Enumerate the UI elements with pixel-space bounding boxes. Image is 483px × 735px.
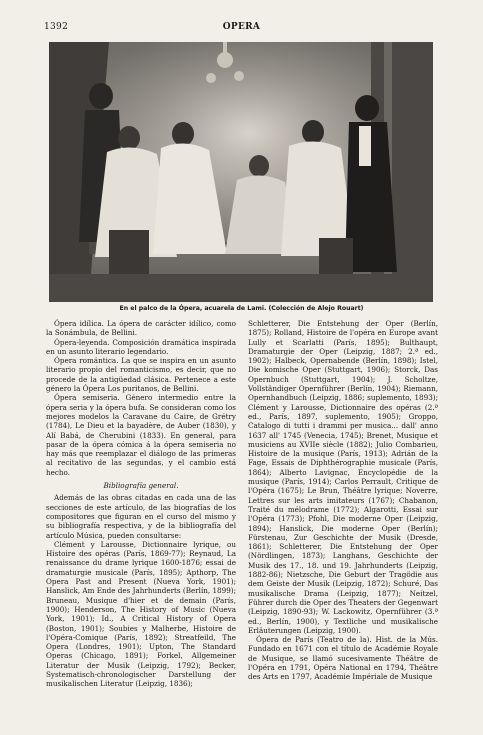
paragraph-opera-leyenda: Ópera-leyenda. Composición dramática inspirada en un asunto literario legendario. (46, 337, 236, 356)
page-number: 1392 (44, 22, 69, 32)
watercolor-illustration (49, 42, 433, 302)
left-column (46, 319, 236, 689)
paragraph-opera-idilica: Ópera idílica. La ópera de carácter idílico, como la Sonámbula, de Bellini. (46, 319, 236, 338)
bibliography-list-left: Clément y Larousse, Dictionnaire lyrique, ou Histoire des opéras (París, 1869-77); Reynaud, La renaissance du drame lyrique 1600-1876; essai de dramaturgie musicale (París, 1895); Apthorp, The Opera Past and Present (Nueva York, 1901); Hanslick, Am Ende des Jahrhunderts (Berlín, 1899); Bruneau, Musique d'hier et de demain (París, 1900); Henderson, The History of Music (Nueva York, 1901); Id., A Critical History of Opera (Boston, 1901); Soubies y Malherbe, Histoire de l'Opéra-Comique (París, 1892); Streatfeild, The Opera (Londres, 1901); Upton, The Standard Operas (Chicago, 1891); Forkel, Allgemeiner Literatur der Musik (Leipzig, 1792); Becker, Systematisch-chronologischer Darstellung der musikalischen Literatur (Leipzig, 1836); (46, 539, 236, 689)
paragraph-opera-de-paris: Ópera de París (Teatro de la). Hist. de la Mús. Fundado en 1671 con el título de Académie Royale de Musique, se llamó sucesivamente Théâtre de l'Opéra en 1791, Opéra National en 1794, Théâtre des Arts en 1797, Académie Impériale de Musique (248, 635, 438, 682)
figure-caption: En el palco de la Ópera, acuarela de Lami. (Colección de Alejo Rouart) (119, 305, 364, 312)
bibliography-intro: Además de las obras citadas en cada una de las secciones de este artículo, de las biografías de los compositores que figuran en el curso del mismo y su bibliografía respectiva, y de la bibliografía del artículo Música, pueden consultarse: (46, 493, 236, 540)
running-header (44, 22, 439, 36)
right-column (248, 319, 438, 682)
running-title: OPERA (222, 22, 261, 32)
paragraph-opera-semiseria: Ópera semiseria. Género intermedio entre la ópera seria y la ópera bufa. Se consideran como los mejores modelos la Caravane du Caire, de Grétry (1784), Le Dieu et la bayadère, de Auber (1830), y Alí Babá, de Cherubini (1833). En general, para pasar de la ópera cómica á la ópera semiseria no hay más que reemplazar el diálogo de las primeras al recitativo de las segundas, y el cambio está hecho. (46, 393, 236, 477)
opera-box-scene-illustration (49, 42, 433, 302)
bibliography-list-right: Schletterer, Die Entstehung der Oper (Berlín, 1875); Rolland, Histoire de l'opéra en Europe avant Lully et Scarlatti (París, 1895); Bulthaupt, Dramaturgie der Oper (Leipzig, 1887; 2.ª ed., 1902); Halbeck, Opernabende (Berlín, 1898); Istel, Die komische Oper (Stuttgart, 1906); Storck, Das Opernbuch (Stuttgart, 1904); J. Scholtze, Vollständiger Opernführer (Berlín, 1904); Riemann, Opernhandbuch (Leipzig, 1886; suplemento, 1893); Clément y Larousse, Dictionnaire des opéras (2.ª ed., París, 1897, suplemento, 1905); Groppo, Catalogo di tutti i drammi per musica... dall' anno 1637 all' 1745 (Venecia, 1745); Brenet, Musique et musiciens au XVIIe siècle (1882); Julio Combarieu, Histoire de la musique (París, 1913); Adrián de la Fage, Essais de Diphthérographie musicale (París, 1864); Alberto Lavignac, Encyclopédie de la musique (París, 1914); Carlos Perrault, Critique de l'Opéra (1675); Le Brun, Théâtre lyrique; Noverre, Lettres sur les arts imitateurs (1767); Chabanon, Traité du mélodrame (1772); Algarotti, Essai sur l'Opéra (1773); Pfohl, Die moderne Oper (Leipzig, 1894); Hanslick, Die moderne Oper (Berlín); Fürstenau, Zur Geschichte der Musik (Dresde, 1861); Schletterer, Die Entstehung der Oper (Nördlingen, 1873); Langhans, Geschichte der Musik des 17., 18. und 19. Jahrhunderts (Leipzig, 1882-86); Nietzsche, Die Geburt der Tragödie aus dem Geiste der Musik (Leipzig, 1872); Schuré, Das musikalische Drama (Leipzig, 1877); Neitzel, Führer durch die Oper des Theaters der Gegenwart (Leipzig, 1890-93); W. Lackowitz, Opernführer (3.ª ed., Berlín, 1900), y Textliche und musikalische Erläuterungen (Leipzig, 1900). (248, 319, 438, 635)
body-columns (46, 319, 440, 719)
paragraph-opera-romantica: Ópera romántica. La que se inspira en un asunto literario propio del romanticismo, es decir, que no procede de la antigüedad clásica. Pertenece a este género la Ópera Los puritanos, de Bellini. (46, 356, 236, 394)
bibliography-heading: Bibliografía general. (103, 481, 179, 491)
